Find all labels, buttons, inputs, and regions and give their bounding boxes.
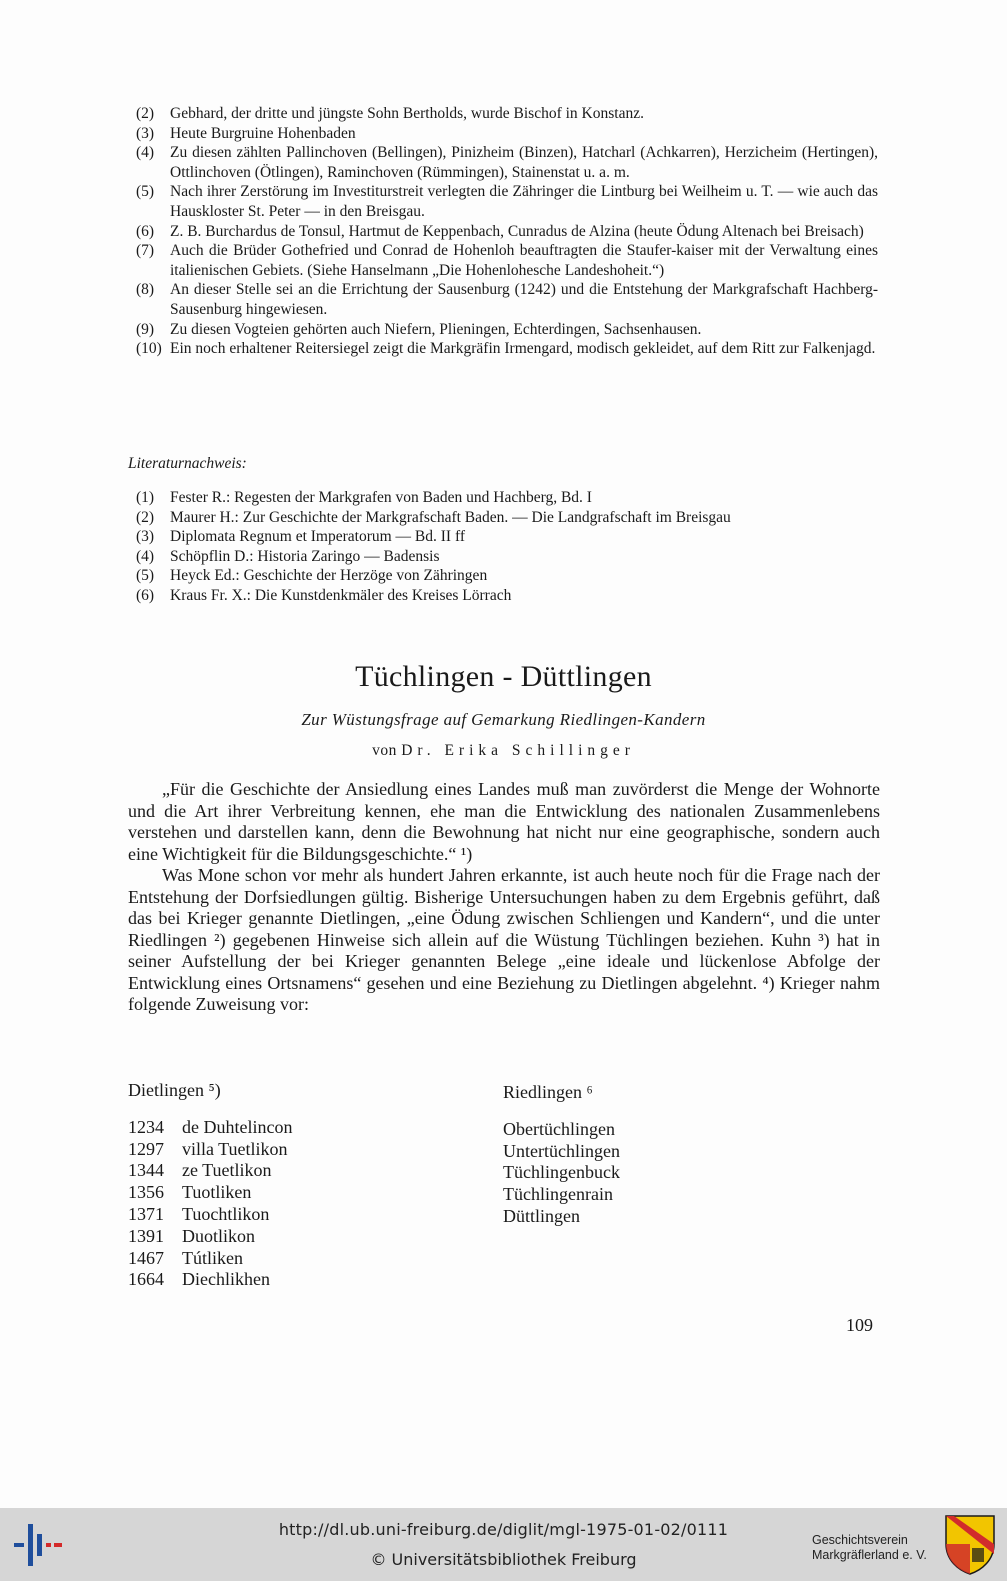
footnote bbox=[136, 182, 878, 221]
footer-bar bbox=[0, 1508, 1007, 1581]
footnote-text: Zu diesen zählten Pallinchoven (Bellingen), Pinizheim (Binzen), Hatcharl (Achkarren), Herzicheim (Hertingen), Ottlinchoven (Ötlingen), Raminchoven (Rümmingen), Stainenstat u. a. m. bbox=[170, 144, 878, 181]
literature-item bbox=[136, 508, 878, 528]
body-paragraph: Was Mone schon vor mehr als hundert Jahren erkannte, ist auch heute noch für die Frage nach der Entstehung der Dorfsiedlungen gültig. Bisherige Untersuchungen haben zu dem Ergebnis geführt, daß das bei Krieger genannte Dietlingen, „eine Ödung zwischen Schliengen und Kandern“, und die unter Riedlingen ²) gegebenen Hinweise sich allein auf die Wüstung Tüchlingen beziehen. Kuhn ³) hat in seiner Aufstellung der bei Krieger genannten Belege „eine ideale und lückenlose Abfolge der Entwicklung eines Ortsnamens“ gesehen und eine Beziehung zu Dietlingen abgelehnt. ⁴) Krieger nahm folgende Zuweisung vor: bbox=[128, 865, 880, 1014]
list-item bbox=[128, 1269, 292, 1291]
list-item: Düttlingen bbox=[503, 1205, 580, 1226]
footnote-number: (7) bbox=[136, 242, 155, 260]
footnote bbox=[136, 124, 878, 144]
year: 1664 bbox=[128, 1269, 164, 1290]
society-name bbox=[812, 1533, 927, 1563]
column-heading: Riedlingen ⁶ bbox=[503, 1082, 593, 1102]
list-item: Untertüchlingen bbox=[503, 1140, 620, 1161]
list-item: Obertüchlingen bbox=[503, 1118, 615, 1139]
article-title: Tüchlingen - Düttlingen bbox=[355, 660, 652, 693]
author-prefix: von bbox=[372, 742, 397, 759]
author-name: Dr. Erika Schillinger bbox=[401, 742, 635, 759]
place-name: Tútliken bbox=[182, 1247, 243, 1268]
coat-of-arms-icon bbox=[944, 1514, 996, 1576]
list-item bbox=[128, 1182, 292, 1204]
footnote-number: (2) bbox=[136, 105, 155, 122]
literature-item bbox=[136, 547, 878, 567]
literature-item bbox=[136, 488, 878, 508]
footnote bbox=[136, 339, 878, 359]
year: 1234 bbox=[128, 1116, 164, 1137]
footnote-text: Gebhard, der dritte und jüngste Sohn Bertholds, wurde Bischof in Konstanz. bbox=[170, 105, 644, 122]
literature-list bbox=[136, 488, 878, 606]
footnote-number: (4) bbox=[136, 144, 155, 162]
literature-text: Schöpflin D.: Historia Zaringo — Badensis bbox=[170, 547, 440, 565]
place-name: Duotlikon bbox=[182, 1225, 256, 1246]
list-item bbox=[128, 1160, 292, 1182]
literature-text: Fester R.: Regesten der Markgrafen von Baden und Hachberg, Bd. I bbox=[170, 489, 592, 506]
footnote-text: Zu diesen Vogteien gehörten auch Niefern, Plieningen, Echterdingen, Sachsenhausen. bbox=[170, 320, 702, 338]
place-name: Tuochtlikon bbox=[182, 1203, 270, 1224]
footnote bbox=[136, 222, 878, 242]
footnote-text: Heute Burgruine Hohenbaden bbox=[170, 124, 356, 142]
list-item: Tüchlingenbuck bbox=[503, 1162, 620, 1183]
list-item: Tüchlingenrain bbox=[503, 1184, 613, 1205]
page-number: 109 bbox=[846, 1315, 873, 1335]
copyright-notice: © Universitätsbibliothek Freiburg bbox=[370, 1550, 637, 1569]
place-name: de Duhtelincon bbox=[182, 1116, 293, 1137]
place-name: Diechlikhen bbox=[182, 1269, 270, 1290]
footnote-text: An dieser Stelle sei an die Errichtung der Sausenburg (1242) und die Entstehung der Markgrafschaft Hachberg-Sausenburg hingewiesen. bbox=[170, 281, 878, 318]
literature-number: (2) bbox=[136, 508, 155, 526]
year: 1344 bbox=[128, 1160, 164, 1181]
literature-number: (3) bbox=[136, 528, 155, 546]
article-author bbox=[0, 742, 1007, 760]
year: 1467 bbox=[128, 1247, 164, 1268]
society-line: Markgräflerland e. V. bbox=[812, 1548, 927, 1562]
footnote bbox=[136, 280, 878, 319]
place-name: villa Tuetlikon bbox=[182, 1138, 288, 1159]
list-item bbox=[128, 1248, 292, 1270]
literature-text: Diplomata Regnum et Imperatorum — Bd. II ff bbox=[170, 528, 466, 546]
footnote-number: (8) bbox=[136, 281, 155, 299]
literature-text: Kraus Fr. X.: Die Kunstdenkmäler des Kreises Lörrach bbox=[170, 586, 512, 604]
list-item bbox=[128, 1117, 292, 1139]
literature-number: (4) bbox=[136, 547, 155, 565]
riedlingen-column bbox=[503, 1082, 620, 1228]
footnote bbox=[136, 104, 878, 124]
article-body bbox=[128, 779, 880, 1016]
year: 1356 bbox=[128, 1182, 164, 1203]
footnote bbox=[136, 241, 878, 280]
year: 1371 bbox=[128, 1203, 164, 1224]
dietlingen-column bbox=[128, 1080, 292, 1291]
literature-number: (1) bbox=[136, 489, 155, 506]
footnote-text: Auch die Brüder Gothefried und Conrad de Hohenloh beauftragten die Staufer-kaiser mit der Verwaltung eines italienischen Gebiets. (Siehe Hanselmann „Die Hohenlohesche Landeshoheit.“) bbox=[170, 242, 878, 279]
literature-heading: Literaturnachweis: bbox=[128, 455, 247, 472]
source-url-link[interactable]: http://dl.ub.uni-freiburg.de/diglit/mgl-1975-01-02/0111 bbox=[278, 1520, 729, 1539]
body-paragraph: „Für die Geschichte der Ansiedlung eines Landes muß man zuvörderst die Menge der Wohnorte und die Art ihrer Verbreitung kennen, ehe man die Entwicklung des nationalen Zusammenlebens verstehen und darstellen kann, denn die Bewohnung hat nicht nur eine geographische, sondern auch eine Wichtigkeit für die Bildungsgeschichte.“ ¹) bbox=[128, 779, 880, 864]
list-item bbox=[128, 1226, 292, 1248]
article-subtitle: Zur Wüstungsfrage auf Gemarkung Riedlingen-Kandern bbox=[301, 710, 706, 729]
year: 1391 bbox=[128, 1225, 164, 1246]
footnote-text: Nach ihrer Zerstörung im Investiturstreit verlegten die Zähringer die Lintburg bei Weilheim u. T. — wie auch das Hauskloster St. Peter — in den Breisgau. bbox=[170, 183, 878, 220]
literature-number: (5) bbox=[136, 567, 155, 585]
literature-item bbox=[136, 527, 878, 547]
footnote-text: Z. B. Burchardus de Tonsul, Hartmut de Keppenbach, Cunradus de Alzina (heute Ödung Altenach bei Breisach) bbox=[170, 222, 864, 240]
list-item bbox=[128, 1204, 292, 1226]
society-line: Geschichtsverein bbox=[812, 1533, 908, 1547]
literature-text: Heyck Ed.: Geschichte der Herzöge von Zähringen bbox=[170, 567, 488, 585]
footnote-number: (10) bbox=[136, 340, 162, 358]
literature-item bbox=[136, 566, 878, 586]
column-heading: Dietlingen ⁵) bbox=[128, 1080, 221, 1100]
footnote-number: (9) bbox=[136, 320, 155, 338]
place-name: ze Tuetlikon bbox=[182, 1160, 272, 1181]
literature-text: Maurer H.: Zur Geschichte der Markgrafschaft Baden. — Die Landgrafschaft im Breisgau bbox=[170, 508, 731, 526]
footnote bbox=[136, 320, 878, 340]
footnote-number: (3) bbox=[136, 124, 155, 142]
footnote-text: Ein noch erhaltener Reitersiegel zeigt die Markgräfin Irmengard, modisch gekleidet, auf dem Ritt zur Falkenjagd. bbox=[170, 340, 876, 358]
literature-number: (6) bbox=[136, 586, 155, 604]
footnote-number: (5) bbox=[136, 183, 155, 201]
footnote-number: (6) bbox=[136, 222, 155, 240]
footnote bbox=[136, 143, 878, 182]
year: 1297 bbox=[128, 1138, 164, 1159]
list-item bbox=[128, 1139, 292, 1161]
footnotes bbox=[136, 104, 878, 359]
place-name: Tuotliken bbox=[182, 1182, 252, 1203]
literature-item bbox=[136, 586, 878, 606]
